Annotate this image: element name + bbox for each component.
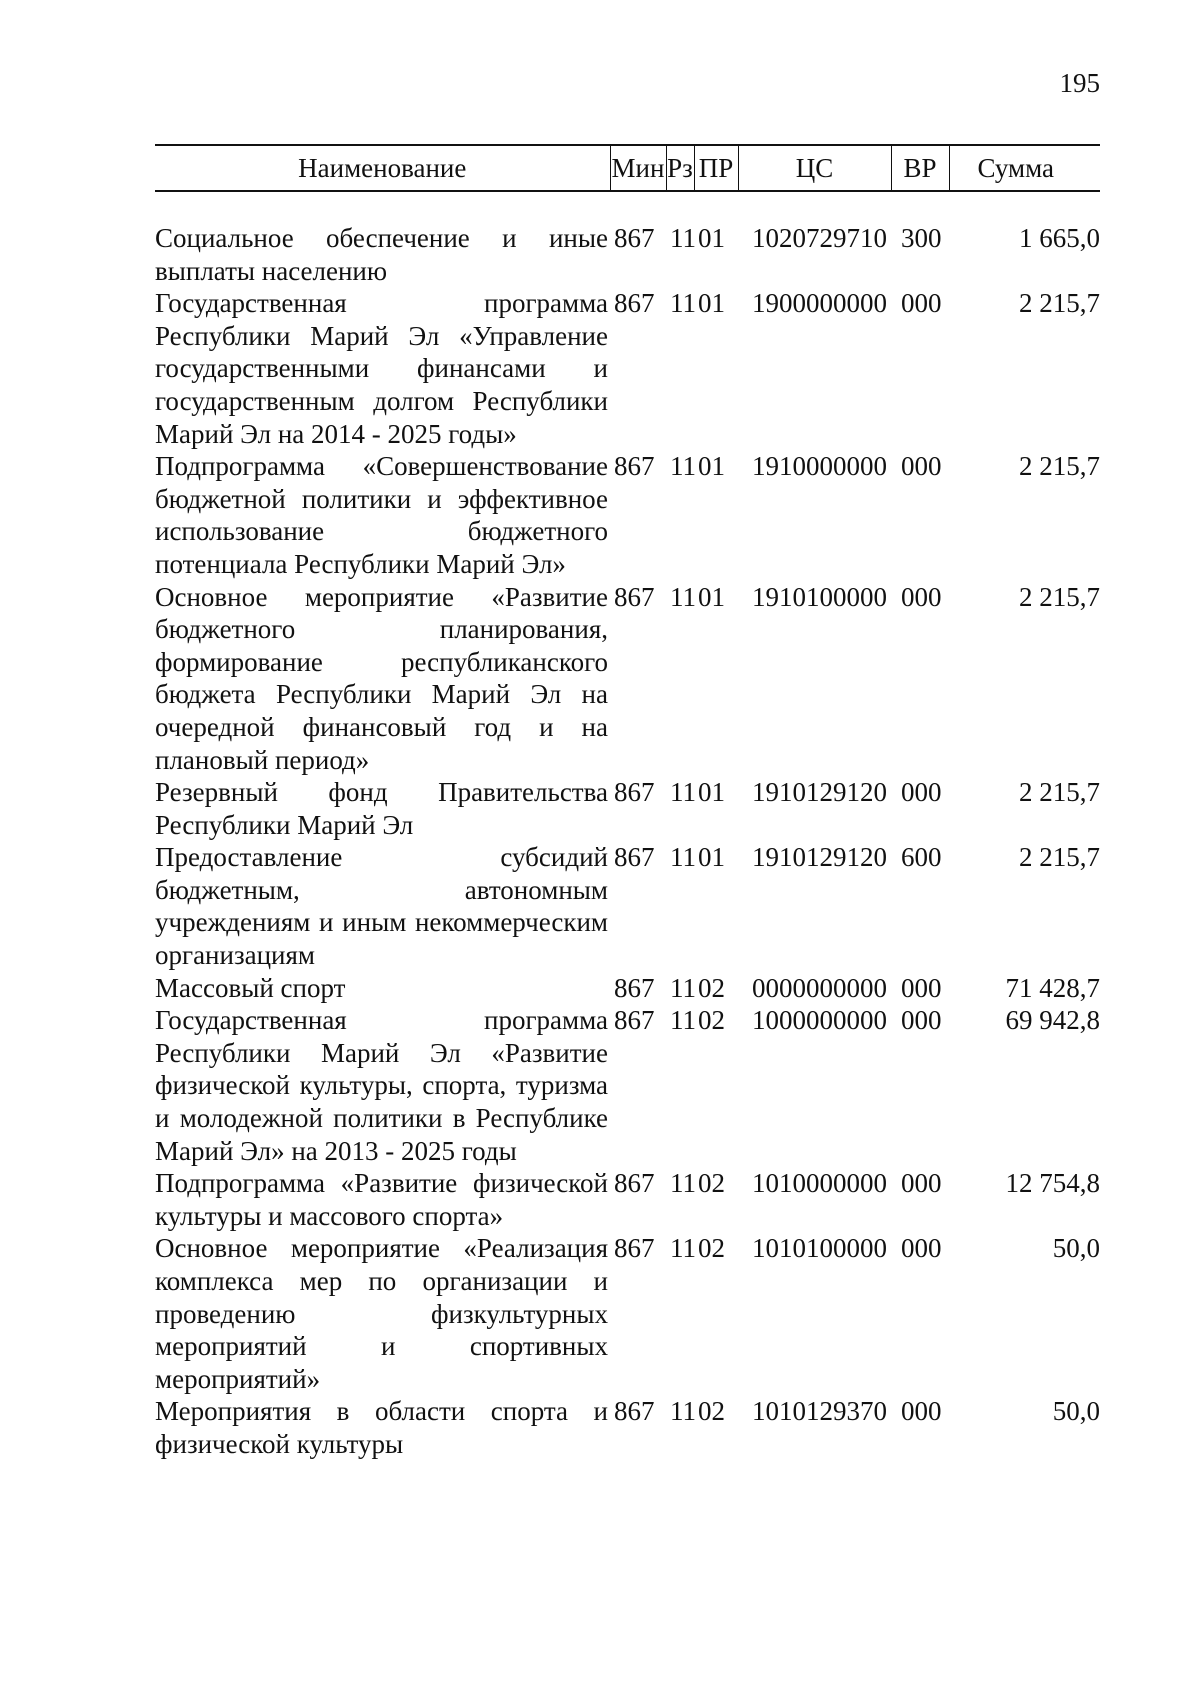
row-rz: 11 bbox=[670, 1005, 696, 1036]
row-cs: 0000000000 bbox=[752, 972, 887, 1003]
row-rz: 11 bbox=[670, 777, 696, 808]
table-row bbox=[155, 222, 1100, 287]
row-cs: 1010000000 bbox=[752, 1168, 887, 1199]
row-name: Социальное обеспечение и иные выплаты населению bbox=[155, 223, 608, 286]
row-sum: 50,0 bbox=[1052, 1233, 1100, 1264]
budget-table bbox=[155, 144, 1100, 1461]
row-min: 867 bbox=[614, 1168, 655, 1199]
row-name: Подпрограмма «Развитие физической культуры и массового спорта» bbox=[155, 1168, 608, 1231]
row-rz: 11 bbox=[670, 1168, 696, 1199]
row-cs: 1910129120 bbox=[752, 777, 887, 808]
row-name: Основное мероприятие «Реализация комплекса мер по организации и проведению физкультурных мероприятий и спортивных мероприятий» bbox=[155, 1233, 608, 1394]
row-pr: 02 bbox=[698, 1233, 725, 1264]
table-row bbox=[155, 581, 1100, 777]
table-row bbox=[155, 776, 1100, 841]
row-sum: 12 754,8 bbox=[1005, 1168, 1100, 1199]
row-name: Массовый спорт bbox=[155, 972, 346, 1003]
row-vr: 600 bbox=[901, 842, 942, 873]
row-vr: 300 bbox=[901, 223, 942, 253]
row-sum: 69 942,8 bbox=[1005, 1005, 1100, 1036]
row-cs: 1910000000 bbox=[752, 451, 887, 482]
row-min: 867 bbox=[614, 451, 655, 482]
row-vr: 000 bbox=[901, 777, 942, 808]
row-min: 867 bbox=[614, 972, 655, 1003]
row-rz: 11 bbox=[670, 1233, 696, 1264]
row-sum: 2 215,7 bbox=[1019, 288, 1100, 319]
row-name: Предоставление субсидий бюджетным, автономным учреждениям и иным некоммерческим организациям bbox=[155, 842, 608, 971]
row-min: 867 bbox=[614, 842, 655, 873]
row-min: 867 bbox=[614, 288, 655, 319]
table-row bbox=[155, 841, 1100, 971]
table-row bbox=[155, 450, 1100, 580]
row-rz: 11 bbox=[670, 451, 696, 482]
row-pr: 01 bbox=[698, 288, 725, 319]
row-vr: 000 bbox=[901, 581, 942, 612]
header-vr: ВР bbox=[891, 145, 949, 191]
row-min: 867 bbox=[614, 1233, 655, 1264]
header-min: Мин bbox=[610, 145, 666, 191]
table-body bbox=[155, 191, 1100, 1461]
row-min: 867 bbox=[614, 777, 655, 808]
row-vr: 000 bbox=[901, 1168, 942, 1199]
row-name: Подпрограмма «Совершенствование бюджетной политики и эффективное использование бюджетного потенциала Республики Марий Эл» bbox=[155, 451, 608, 579]
row-sum: 1 665,0 bbox=[1019, 223, 1100, 253]
header-cs: ЦС bbox=[738, 145, 891, 191]
row-rz: 11 bbox=[670, 1396, 696, 1427]
row-vr: 000 bbox=[901, 451, 942, 482]
row-cs: 1010100000 bbox=[752, 1233, 887, 1264]
table-row bbox=[155, 972, 1100, 1005]
header-sum: Сумма bbox=[949, 145, 1100, 191]
row-pr: 02 bbox=[698, 1396, 725, 1427]
row-sum: 2 215,7 bbox=[1019, 451, 1100, 482]
row-rz: 11 bbox=[670, 842, 696, 873]
table-row bbox=[155, 1167, 1100, 1232]
row-name: Мероприятия в области спорта и физической культуры bbox=[155, 1396, 608, 1459]
row-rz: 11 bbox=[670, 581, 696, 612]
row-cs: 1020729710 bbox=[752, 223, 887, 253]
row-name: Основное мероприятие «Развитие бюджетного планирования, формирование республиканского бюджета Республики Марий Эл на очередной финансовый год и на плановый период» bbox=[155, 581, 608, 775]
row-sum: 2 215,7 bbox=[1019, 777, 1100, 808]
table-header bbox=[155, 145, 1100, 191]
header-rz: Рз bbox=[666, 145, 694, 191]
row-pr: 01 bbox=[698, 777, 725, 808]
row-min: 867 bbox=[614, 581, 655, 612]
row-pr: 02 bbox=[698, 1005, 725, 1036]
row-rz: 11 bbox=[670, 288, 696, 319]
row-pr: 01 bbox=[698, 581, 725, 612]
header-name: Наименование bbox=[155, 145, 610, 191]
row-rz: 11 bbox=[670, 223, 696, 253]
row-vr: 000 bbox=[901, 1005, 942, 1036]
row-rz: 11 bbox=[670, 972, 696, 1003]
row-vr: 000 bbox=[901, 1396, 942, 1427]
table-row bbox=[155, 1004, 1100, 1167]
row-min: 867 bbox=[614, 1005, 655, 1036]
row-pr: 01 bbox=[698, 842, 725, 873]
row-sum: 50,0 bbox=[1052, 1396, 1100, 1427]
row-vr: 000 bbox=[901, 972, 942, 1003]
row-vr: 000 bbox=[901, 288, 942, 319]
row-pr: 02 bbox=[698, 972, 725, 1003]
row-sum: 2 215,7 bbox=[1019, 842, 1100, 873]
row-pr: 02 bbox=[698, 1168, 725, 1199]
row-vr: 000 bbox=[901, 1233, 942, 1264]
row-sum: 2 215,7 bbox=[1019, 581, 1100, 612]
row-cs: 1910129120 bbox=[752, 842, 887, 873]
row-cs: 1000000000 bbox=[752, 1005, 887, 1036]
header-pr: ПР bbox=[694, 145, 738, 191]
row-cs: 1010129370 bbox=[752, 1396, 887, 1427]
row-cs: 1910100000 bbox=[752, 581, 887, 612]
row-name: Государственная программа Республики Марий Эл «Управление государственными финансами и государственным долгом Республики Марий Эл на 2014 - 2025 годы» bbox=[155, 288, 608, 449]
row-name: Государственная программа Республики Марий Эл «Развитие физической культуры, спорта, туризма и молодежной политики в Республике Марий Эл» на 2013 - 2025 годы bbox=[155, 1005, 608, 1166]
table-row bbox=[155, 287, 1100, 450]
row-pr: 01 bbox=[698, 451, 725, 482]
table-row bbox=[155, 1232, 1100, 1395]
row-pr: 01 bbox=[698, 223, 725, 253]
header-gap bbox=[155, 191, 1100, 222]
row-name: Резервный фонд Правительства Республики Марий Эл bbox=[155, 777, 608, 840]
row-sum: 71 428,7 bbox=[1005, 972, 1100, 1003]
page-number: 195 bbox=[1059, 68, 1100, 98]
table-row bbox=[155, 1395, 1100, 1460]
row-min: 867 bbox=[614, 223, 655, 253]
row-cs: 1900000000 bbox=[752, 288, 887, 319]
row-min: 867 bbox=[614, 1396, 655, 1427]
